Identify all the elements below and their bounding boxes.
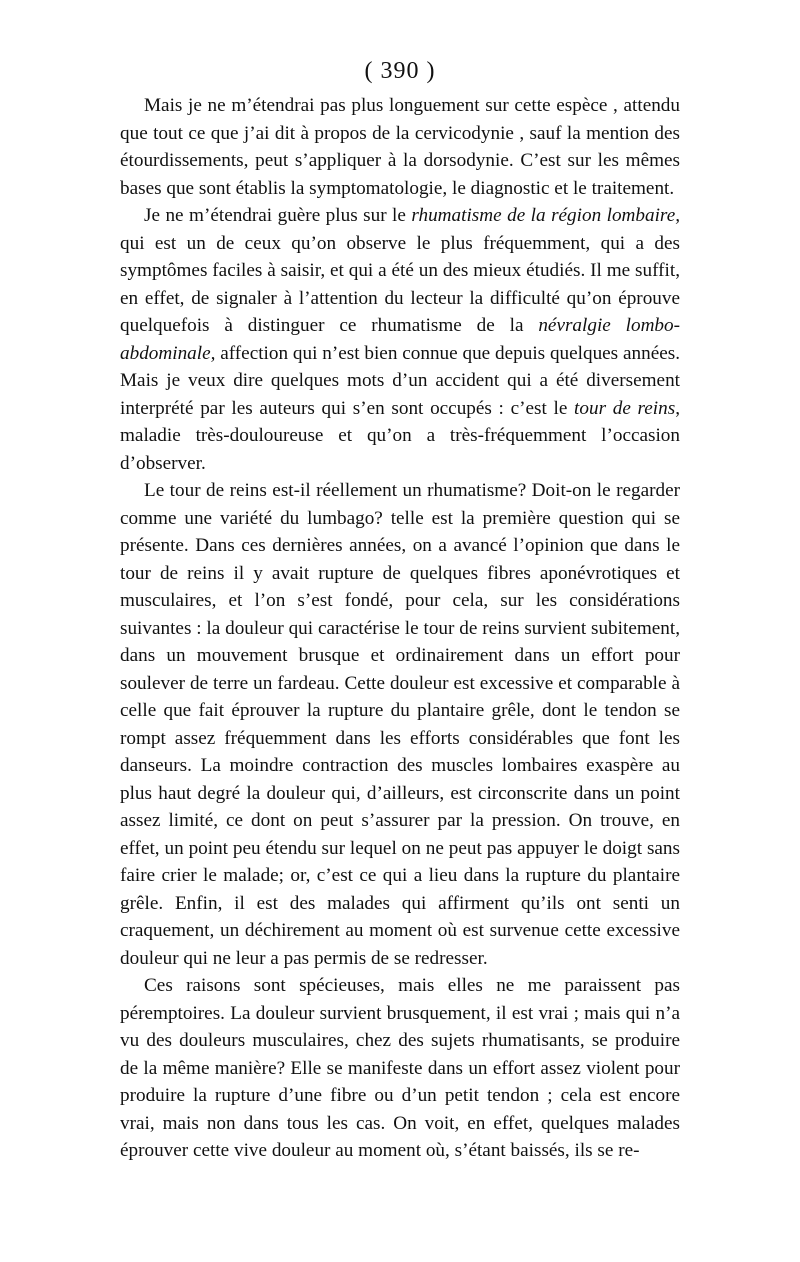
italic-term-tour-de-reins: tour de reins: [574, 397, 676, 419]
paragraph-4: [120, 972, 680, 1165]
italic-term-rhumatisme-lombaire: rhumatisme de la région lombaire,: [411, 205, 681, 226]
paragraph-text: Je ne m’étendrai guère plus sur le: [144, 205, 412, 226]
paragraph-text: Ces raisons sont spécieuses, mais elles ne me paraissent pas péremptoires. La douleur survient brusquement, il est vrai ; mais qui n’a vu des douleurs musculaires, chez des sujets rhumatisants, se produire de la même manière? Elle se manifeste dans un effort assez violent pour produire la rupture d’une fibre ou d’un petit tendon ; cela est encore vrai, mais non dans tous les cas. On voit, en effet, quelques malades éprouver cette vive douleur au moment où, s’étant baissés, ils se re-: [120, 975, 680, 1161]
paragraph-3: [120, 477, 680, 972]
paragraph-2: [120, 202, 680, 477]
italic-term-nevralgie: névralgie lombo-abdominale,: [120, 315, 680, 364]
body-text: [120, 92, 680, 1165]
paragraph-text: qui est un de ceux qu’on observe le plus fréquemment, qui a des symptômes faciles à saisir, et qui a été un des mieux étudiés. Il me suffit, en effet, de signaler à l’attention du lecteur la difficulté qu’on éprouve quelquefois à distinguer ce rhumatisme de la: [120, 232, 680, 336]
paragraph-text: affection qui n’est bien connue que depuis quelques années. Mais je veux dire quelques mots d’un accident qui a été diversement interprété par les auteurs qui s’en sont occupés : c’est le: [120, 342, 680, 419]
paragraph-text: Le tour de reins est-il réellement un rhumatisme? Doit-on le regarder comme une variété du lumbago? telle est la première question qui se présente. Dans ces dernières années, on a avancé l’opinion que dans le tour de reins il y avait rupture de quelques fibres aponévrotiques et musculaires, et l’on s’est fondé, pour cela, sur les considérations suivantes : la douleur qui caractérise le tour de reins survient subitement, dans un mouvement brusque et ordinairement dans un effort pour soulever de terre un fardeau. Cette douleur est excessive et comparable à celle que fait éprouver la rupture du plantaire grêle, dont le tendon se rompt assez fréquemment dans les efforts considérables que font les danseurs. La moindre contraction des muscles lombaires exaspère au plus haut degré la douleur qui, d’ailleurs, est circonscrite dans un point assez limité, ce dont on peut s’assurer par la pression. On trouve, en effet, un point peu étendu sur lequel on ne peut pas appuyer le doigt sans faire crier le malade; or, c’est ce qui a lieu dans la rupture du plantaire grêle. Enfin, il est des malades qui affirment qu’ils ont senti un craquement, un déchirement au moment où est survenue cette excessive douleur qui ne leur a pas permis de se redresser.: [120, 480, 680, 969]
paragraph-1: [120, 92, 680, 202]
paragraph-text: Mais je ne m’étendrai pas plus longuement sur cette espèce , attendu que tout ce que j’ai dit à propos de la cervicodynie , sauf la mention des étourdissements, peut s’appliquer à la dorsodynie. C’est sur les mêmes bases que sont établis la symptomatologie, le diagnostic et le traitement.: [120, 95, 680, 199]
paragraph-text: , maladie très-douloureuse et qu’on a très-fréquemment l’occasion d’observer.: [120, 397, 680, 474]
page-number: ( 390 ): [364, 58, 436, 84]
